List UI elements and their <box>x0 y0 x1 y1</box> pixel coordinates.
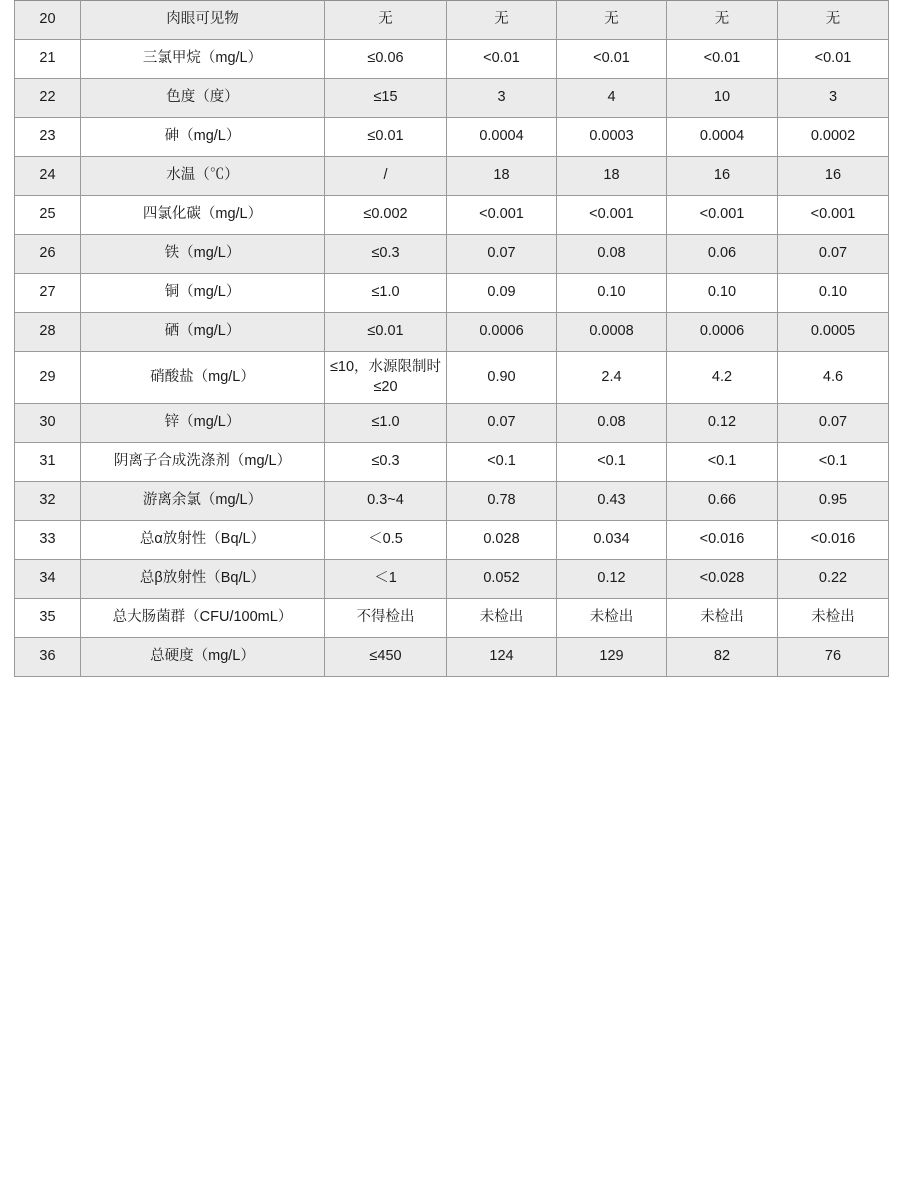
cell-sample-4: 0.0002 <box>778 118 889 157</box>
cell-standard-limit: ≤450 <box>325 638 447 677</box>
cell-standard-limit: 不得检出 <box>325 599 447 638</box>
cell-item-name: 锌（mg/L） <box>81 404 325 443</box>
cell-sample-4: 0.07 <box>778 404 889 443</box>
cell-sample-4: <0.01 <box>778 40 889 79</box>
cell-standard-limit: ≤1.0 <box>325 274 447 313</box>
cell-index: 23 <box>15 118 81 157</box>
cell-sample-2: 0.034 <box>557 521 667 560</box>
cell-sample-1: <0.001 <box>447 196 557 235</box>
cell-standard-limit: ≤0.01 <box>325 118 447 157</box>
table-row <box>15 638 889 677</box>
cell-item-name: 水温（℃） <box>81 157 325 196</box>
cell-sample-1: 0.09 <box>447 274 557 313</box>
cell-sample-1: 0.028 <box>447 521 557 560</box>
cell-sample-2: 2.4 <box>557 352 667 404</box>
cell-sample-4: 0.22 <box>778 560 889 599</box>
table-row <box>15 235 889 274</box>
cell-standard-limit: ≤1.0 <box>325 404 447 443</box>
table-row <box>15 443 889 482</box>
cell-sample-4: 4.6 <box>778 352 889 404</box>
table-body <box>15 1 889 677</box>
cell-sample-3: <0.01 <box>667 40 778 79</box>
cell-standard-limit: / <box>325 157 447 196</box>
cell-standard-limit: ≤0.002 <box>325 196 447 235</box>
cell-sample-3: 82 <box>667 638 778 677</box>
cell-sample-3: 0.0006 <box>667 313 778 352</box>
cell-sample-4: 0.07 <box>778 235 889 274</box>
cell-index: 32 <box>15 482 81 521</box>
cell-index: 30 <box>15 404 81 443</box>
cell-sample-1: 0.07 <box>447 404 557 443</box>
cell-standard-limit: ≤15 <box>325 79 447 118</box>
cell-standard-limit: ＜0.5 <box>325 521 447 560</box>
cell-item-name: 总β放射性（Bq/L） <box>81 560 325 599</box>
cell-item-name: 游离余氯（mg/L） <box>81 482 325 521</box>
cell-sample-2: 129 <box>557 638 667 677</box>
cell-sample-3: 0.06 <box>667 235 778 274</box>
cell-item-name: 铁（mg/L） <box>81 235 325 274</box>
cell-sample-1: 18 <box>447 157 557 196</box>
cell-index: 21 <box>15 40 81 79</box>
cell-sample-4: <0.016 <box>778 521 889 560</box>
cell-sample-3: <0.001 <box>667 196 778 235</box>
cell-sample-3: <0.028 <box>667 560 778 599</box>
cell-sample-3: <0.1 <box>667 443 778 482</box>
table-row <box>15 482 889 521</box>
table-row <box>15 1 889 40</box>
cell-item-name: 阴离子合成洗涤剂（mg/L） <box>81 443 325 482</box>
cell-sample-4: 0.10 <box>778 274 889 313</box>
cell-sample-1: 0.0004 <box>447 118 557 157</box>
cell-index: 24 <box>15 157 81 196</box>
cell-item-name: 三氯甲烷（mg/L） <box>81 40 325 79</box>
cell-item-name: 总硬度（mg/L） <box>81 638 325 677</box>
cell-index: 33 <box>15 521 81 560</box>
cell-sample-2: 4 <box>557 79 667 118</box>
cell-sample-4: 无 <box>778 1 889 40</box>
table-row <box>15 404 889 443</box>
cell-standard-limit: 0.3~4 <box>325 482 447 521</box>
cell-sample-4: 16 <box>778 157 889 196</box>
table-row <box>15 157 889 196</box>
cell-item-name: 四氯化碳（mg/L） <box>81 196 325 235</box>
cell-index: 22 <box>15 79 81 118</box>
cell-sample-2: 0.43 <box>557 482 667 521</box>
cell-index: 26 <box>15 235 81 274</box>
cell-standard-limit: ≤10，水源限制时≤20 <box>325 352 447 404</box>
cell-sample-2: 0.08 <box>557 404 667 443</box>
cell-standard-limit: ≤0.01 <box>325 313 447 352</box>
cell-standard-limit: ≤0.06 <box>325 40 447 79</box>
cell-sample-4: <0.1 <box>778 443 889 482</box>
cell-sample-2: 0.10 <box>557 274 667 313</box>
cell-sample-1: <0.01 <box>447 40 557 79</box>
cell-sample-1: 3 <box>447 79 557 118</box>
table-row <box>15 40 889 79</box>
cell-sample-1: 0.052 <box>447 560 557 599</box>
cell-sample-2: 18 <box>557 157 667 196</box>
table-row <box>15 521 889 560</box>
cell-standard-limit: ＜1 <box>325 560 447 599</box>
water-quality-table <box>14 0 889 677</box>
cell-item-name: 肉眼可见物 <box>81 1 325 40</box>
cell-sample-3: 0.10 <box>667 274 778 313</box>
table-row <box>15 79 889 118</box>
cell-sample-2: 0.0008 <box>557 313 667 352</box>
cell-item-name: 总大肠菌群（CFU/100mL） <box>81 599 325 638</box>
table-row <box>15 196 889 235</box>
cell-sample-2: <0.01 <box>557 40 667 79</box>
cell-sample-2: 未检出 <box>557 599 667 638</box>
cell-sample-3: 0.12 <box>667 404 778 443</box>
cell-index: 20 <box>15 1 81 40</box>
cell-sample-2: <0.001 <box>557 196 667 235</box>
cell-index: 34 <box>15 560 81 599</box>
cell-sample-1: 0.07 <box>447 235 557 274</box>
cell-item-name: 砷（mg/L） <box>81 118 325 157</box>
table-row <box>15 313 889 352</box>
cell-index: 36 <box>15 638 81 677</box>
cell-sample-3: 10 <box>667 79 778 118</box>
cell-index: 27 <box>15 274 81 313</box>
cell-sample-3: 0.0004 <box>667 118 778 157</box>
cell-sample-1: 0.90 <box>447 352 557 404</box>
cell-sample-1: <0.1 <box>447 443 557 482</box>
cell-sample-1: 124 <box>447 638 557 677</box>
cell-sample-3: 16 <box>667 157 778 196</box>
cell-index: 35 <box>15 599 81 638</box>
cell-sample-4: 未检出 <box>778 599 889 638</box>
cell-item-name: 总α放射性（Bq/L） <box>81 521 325 560</box>
cell-sample-4: 76 <box>778 638 889 677</box>
cell-item-name: 铜（mg/L） <box>81 274 325 313</box>
cell-sample-1: 0.78 <box>447 482 557 521</box>
cell-standard-limit: 无 <box>325 1 447 40</box>
cell-sample-4: <0.001 <box>778 196 889 235</box>
table-row <box>15 352 889 404</box>
cell-sample-3: 0.66 <box>667 482 778 521</box>
table-row <box>15 560 889 599</box>
cell-item-name: 硝酸盐（mg/L） <box>81 352 325 404</box>
cell-sample-2: 0.0003 <box>557 118 667 157</box>
cell-index: 29 <box>15 352 81 404</box>
cell-index: 28 <box>15 313 81 352</box>
cell-index: 31 <box>15 443 81 482</box>
cell-sample-1: 0.0006 <box>447 313 557 352</box>
cell-sample-3: 无 <box>667 1 778 40</box>
cell-sample-1: 未检出 <box>447 599 557 638</box>
cell-sample-4: 3 <box>778 79 889 118</box>
water-quality-table-container <box>14 0 888 677</box>
cell-sample-2: 0.08 <box>557 235 667 274</box>
cell-standard-limit: ≤0.3 <box>325 443 447 482</box>
cell-sample-2: 无 <box>557 1 667 40</box>
cell-sample-4: 0.95 <box>778 482 889 521</box>
cell-sample-1: 无 <box>447 1 557 40</box>
cell-sample-4: 0.0005 <box>778 313 889 352</box>
table-row <box>15 599 889 638</box>
cell-sample-3: <0.016 <box>667 521 778 560</box>
cell-sample-3: 4.2 <box>667 352 778 404</box>
cell-item-name: 硒（mg/L） <box>81 313 325 352</box>
table-row <box>15 274 889 313</box>
table-row <box>15 118 889 157</box>
cell-sample-2: <0.1 <box>557 443 667 482</box>
cell-sample-3: 未检出 <box>667 599 778 638</box>
cell-standard-limit: ≤0.3 <box>325 235 447 274</box>
cell-item-name: 色度（度） <box>81 79 325 118</box>
cell-sample-2: 0.12 <box>557 560 667 599</box>
cell-index: 25 <box>15 196 81 235</box>
